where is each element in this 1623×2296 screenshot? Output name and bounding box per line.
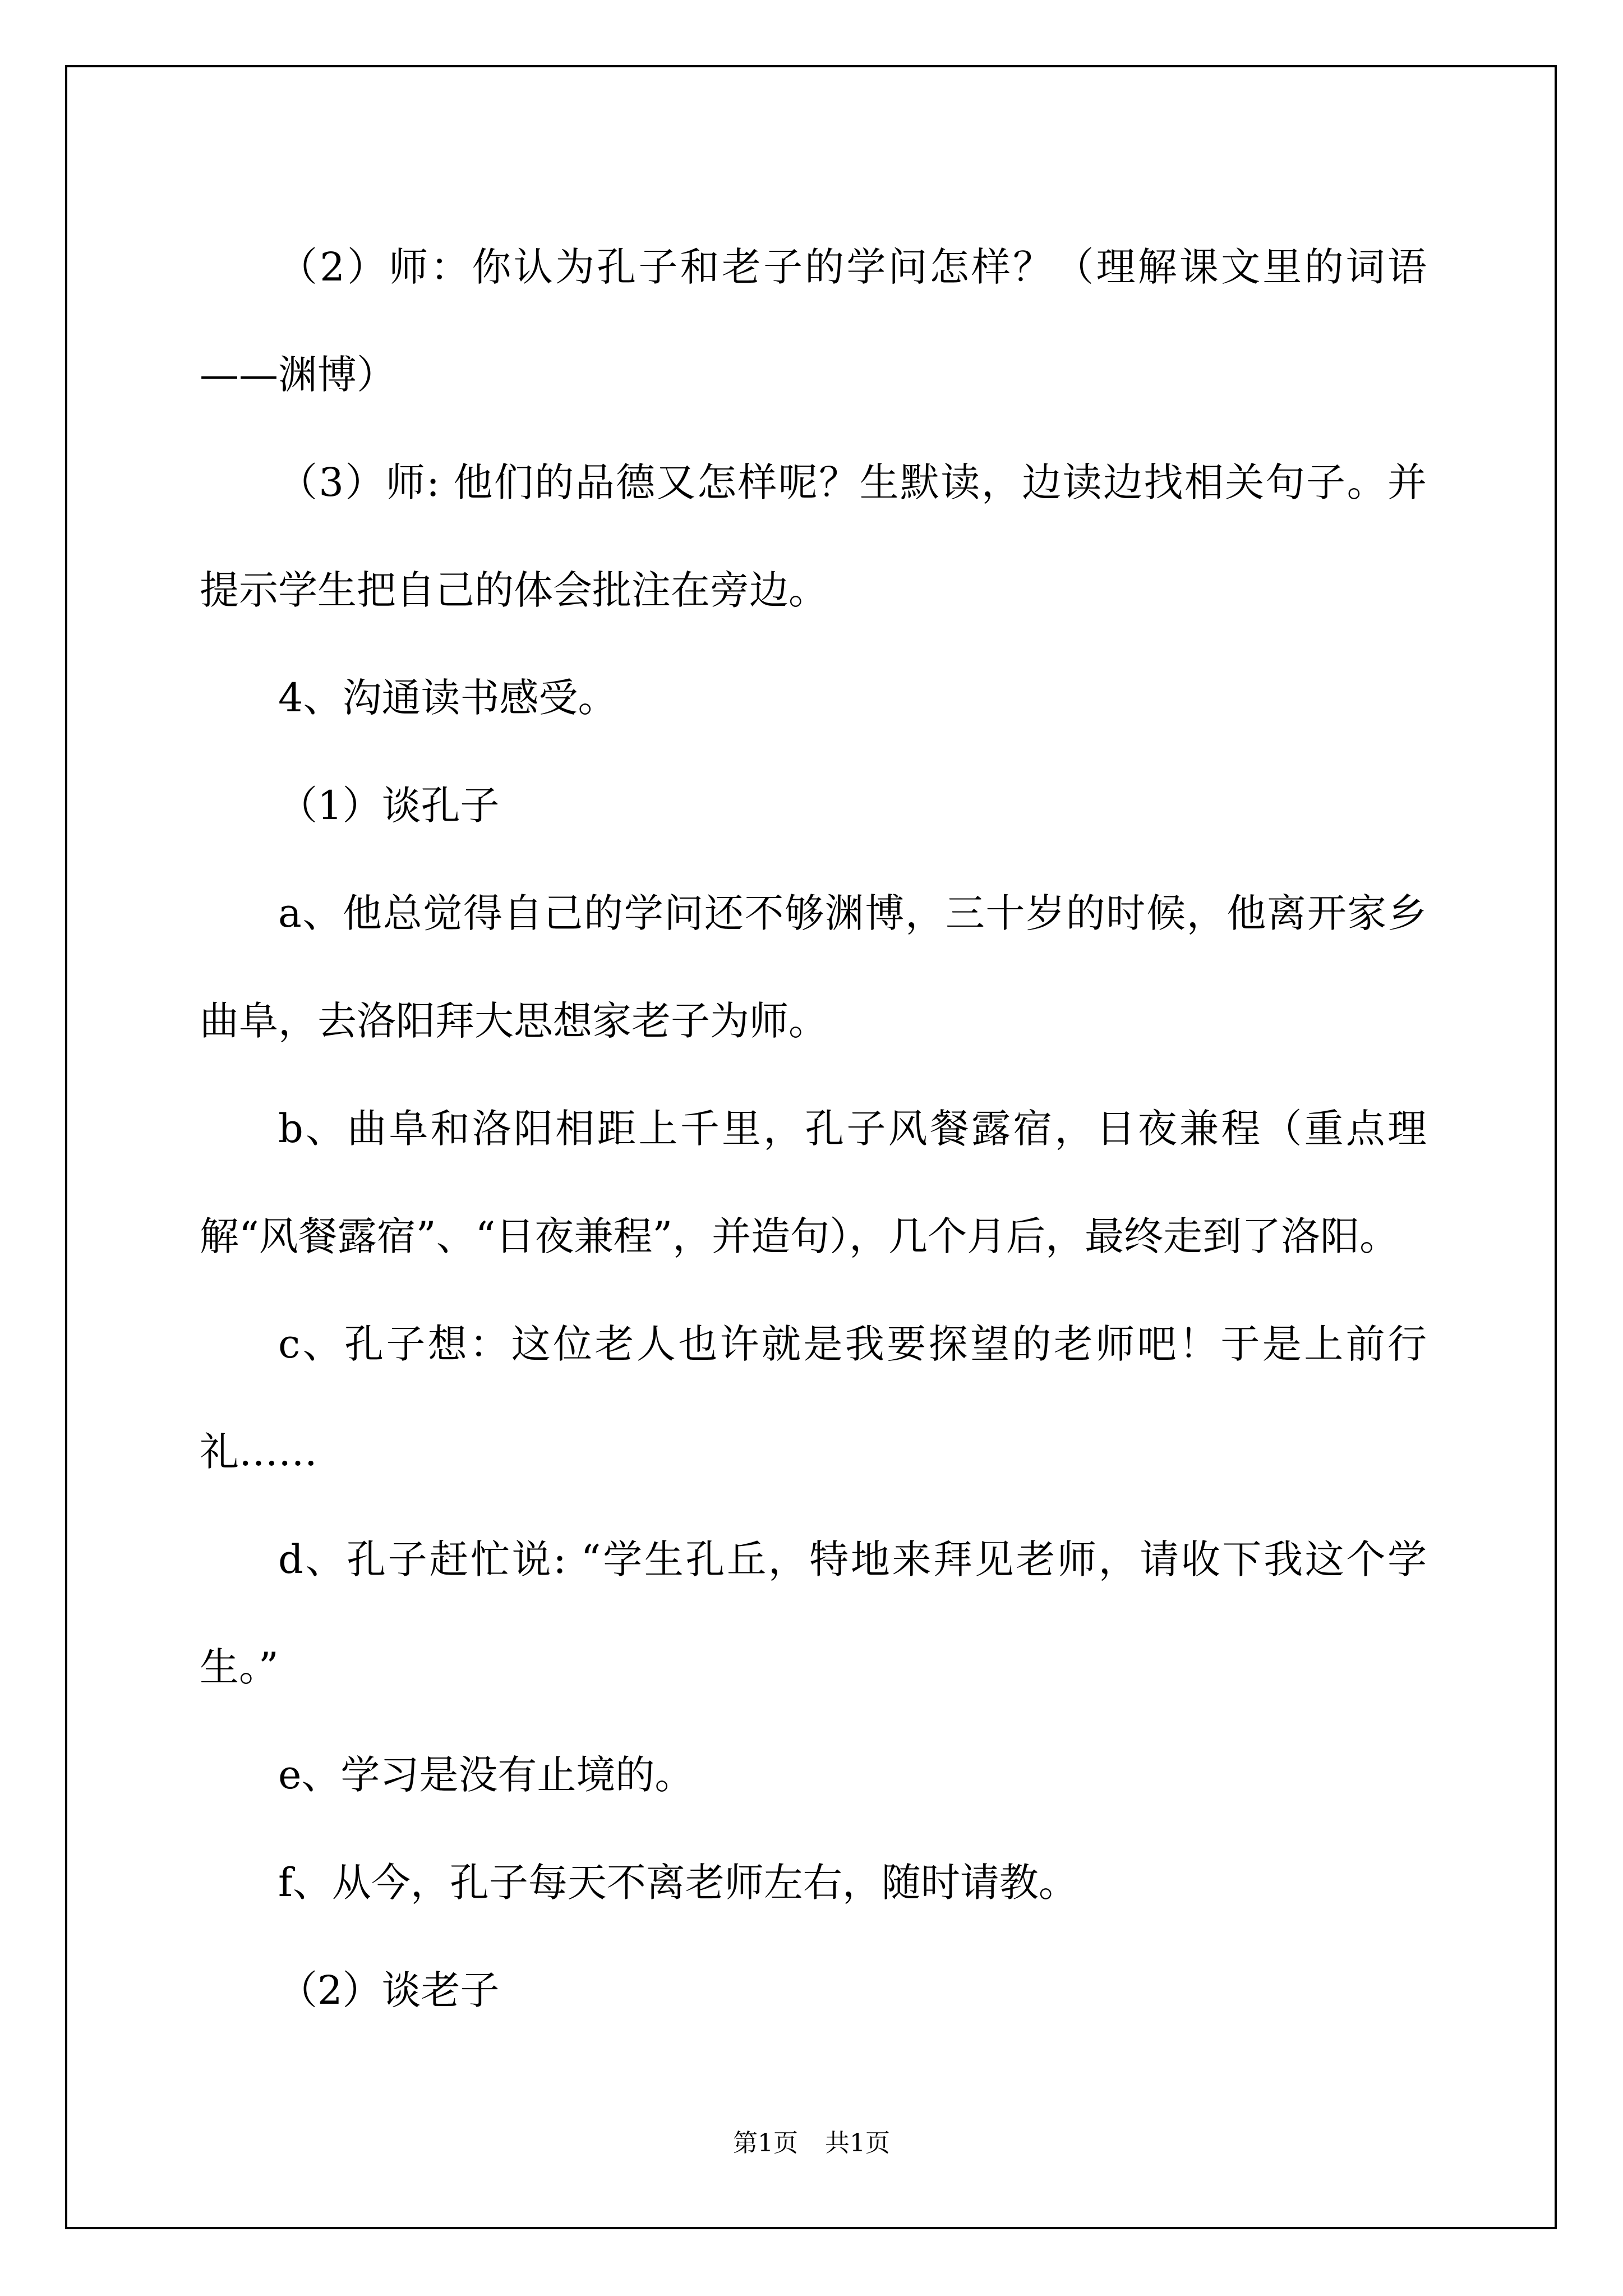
- paragraph: （2）谈老子: [278, 1967, 500, 2013]
- paragraph: 4、沟通读书感受。: [278, 675, 617, 721]
- paragraph: （3）师: 他们的品德又怎样呢？生默读，边读边找相关句子。并提示学生把自己的体会批注在旁边。: [200, 459, 1427, 613]
- paragraph: （1）谈孔子: [278, 783, 500, 829]
- paragraph: a、他总觉得自己的学问还不够渊博，三十岁的时候，他离开家乡曲阜，去洛阳拜大思想家老子为师。: [200, 890, 1427, 1044]
- paragraph: d、孔子赶忙说: “学生孔丘，特地来拜见老师，请收下我这个学生。”: [200, 1536, 1427, 1690]
- page-number-current: 第1页: [733, 2129, 798, 2157]
- paragraph: e、学习是没有止境的。: [278, 1752, 694, 1798]
- document-body: [200, 213, 1427, 2044]
- page-number-total: 共1页: [825, 2129, 890, 2157]
- paragraph: b、曲阜和洛阳相距上千里，孔子风餐露宿，日夜兼程（重点理解“风餐露宿”、“日夜兼程”，并造句），几个月后，最终走到了洛阳。: [200, 1106, 1427, 1259]
- paragraph: f、从今，孔子每天不离老师左右，随时请教。: [278, 1860, 1078, 1906]
- paragraph: （2）师：你认为孔子和老子的学问怎样？（理解课文里的词语——渊博）: [200, 244, 1427, 398]
- paragraph: c、孔子想：这位老人也许就是我要探望的老师吧！于是上前行礼……: [200, 1321, 1427, 1475]
- page-footer: [0, 2123, 1623, 2159]
